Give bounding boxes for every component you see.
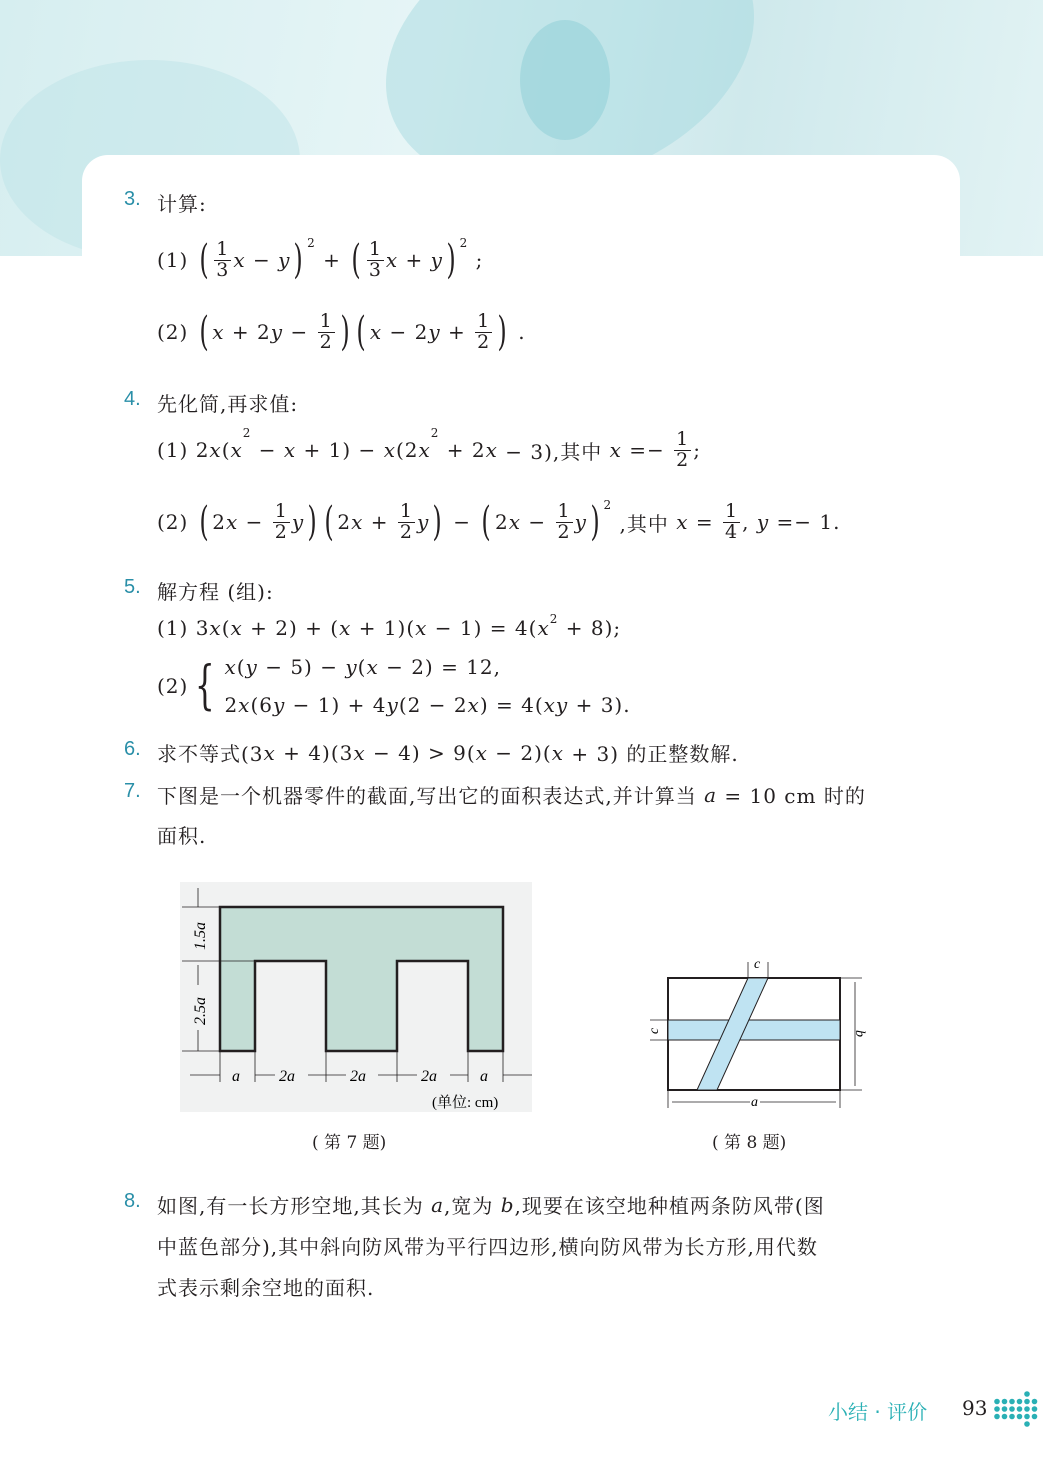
variable: x bbox=[369, 320, 383, 345]
variable: x bbox=[353, 740, 366, 765]
variable: x bbox=[226, 510, 239, 535]
text: ) = 4( bbox=[479, 693, 544, 717]
variable: x bbox=[283, 438, 297, 463]
text: (1) 2 bbox=[157, 438, 210, 463]
problem-number: 7. bbox=[124, 780, 141, 802]
text: (2) bbox=[157, 510, 196, 535]
text: =− bbox=[621, 438, 673, 463]
problem-8-cont bbox=[157, 1231, 818, 1260]
variable: y bbox=[386, 693, 399, 717]
variable: x bbox=[351, 510, 364, 535]
text: − bbox=[521, 510, 554, 535]
text: − bbox=[445, 510, 479, 535]
variable: y bbox=[291, 510, 305, 535]
text: 2 bbox=[212, 510, 227, 535]
problem-3-title bbox=[157, 188, 207, 217]
dimension-label: a bbox=[480, 1068, 488, 1085]
variable: xy bbox=[543, 693, 569, 717]
variable: x bbox=[224, 655, 237, 679]
text: + 2 bbox=[224, 320, 271, 345]
parenthesis: ( bbox=[199, 237, 209, 284]
parenthesis: ) bbox=[432, 499, 443, 546]
parenthesis: ( bbox=[481, 499, 492, 546]
variable: x bbox=[339, 616, 352, 640]
text: − 2) = 12, bbox=[378, 655, 502, 679]
brace: { bbox=[195, 656, 216, 716]
variable: y bbox=[430, 248, 443, 273]
problem-5-part-2 bbox=[157, 655, 631, 717]
exponent: 2 bbox=[242, 426, 252, 440]
variable: x bbox=[537, 616, 550, 640]
parenthesis: ) bbox=[590, 499, 601, 546]
problem-7-cont bbox=[157, 820, 206, 849]
fraction bbox=[556, 502, 573, 543]
dimension-label: 2.5a bbox=[192, 997, 209, 1025]
fraction bbox=[723, 502, 740, 543]
unit-label: (单位: cm) bbox=[432, 1095, 499, 1111]
problem-number: 8. bbox=[124, 1190, 141, 1212]
text: + 1)( bbox=[351, 616, 416, 640]
variable: a bbox=[704, 782, 718, 807]
title-text: 计算: bbox=[157, 192, 207, 216]
section-label: 小结 · 评价 bbox=[828, 1400, 928, 1424]
dimension-label: 2a bbox=[421, 1068, 437, 1085]
text: (6 bbox=[250, 693, 273, 717]
text: 如图,有一长方形空地,其长为 bbox=[157, 1194, 432, 1218]
text: = 10 cm 时的 bbox=[717, 784, 866, 808]
denominator: 2 bbox=[274, 520, 288, 543]
fraction bbox=[273, 502, 290, 543]
variable: x bbox=[418, 438, 431, 463]
problem-8-cont2 bbox=[157, 1272, 374, 1301]
text: ( bbox=[221, 616, 231, 640]
variable: y bbox=[345, 655, 358, 679]
parenthesis: ) bbox=[293, 237, 304, 284]
problem-4-part-1 bbox=[157, 426, 701, 471]
numerator: 1 bbox=[216, 238, 230, 260]
parenthesis: ) bbox=[497, 309, 508, 356]
numerator: 1 bbox=[725, 500, 739, 522]
variable: x bbox=[467, 693, 480, 717]
figure-7-caption: ( 第 7 题) bbox=[312, 1133, 387, 1153]
variable: y bbox=[278, 248, 291, 273]
exponent: 2 bbox=[307, 236, 316, 250]
parenthesis: ) bbox=[446, 237, 457, 284]
problem-4-part-2 bbox=[157, 498, 841, 546]
variable: x bbox=[212, 320, 225, 345]
numerator: 1 bbox=[368, 238, 382, 260]
fraction bbox=[398, 502, 415, 543]
text: − bbox=[245, 248, 279, 273]
text: ( bbox=[221, 438, 231, 463]
title-text: 先化简,再求值: bbox=[157, 392, 299, 416]
numerator: 1 bbox=[399, 500, 414, 522]
text: (2) bbox=[157, 320, 196, 345]
parenthesis: ( bbox=[356, 309, 367, 356]
parenthesis: ) bbox=[307, 499, 318, 546]
text: + 1) − bbox=[296, 438, 384, 463]
text: 面积. bbox=[157, 824, 207, 848]
variable: x bbox=[233, 248, 246, 273]
denominator: 2 bbox=[399, 520, 414, 543]
variable: x bbox=[551, 740, 564, 765]
text: + 3). bbox=[568, 693, 631, 717]
text: 式表示剩余空地的面积. bbox=[157, 1276, 375, 1300]
variable: x bbox=[209, 438, 222, 463]
variable: y bbox=[428, 320, 441, 345]
page-number: 93 bbox=[962, 1396, 988, 1420]
text: (1) bbox=[157, 248, 196, 273]
variable: y bbox=[574, 510, 587, 535]
problem-6-text bbox=[157, 738, 739, 767]
dimension-label: a bbox=[232, 1068, 240, 1085]
title-text: 解方程 (组): bbox=[157, 580, 274, 604]
variable: y bbox=[245, 655, 258, 679]
problem-number: 6. bbox=[124, 738, 141, 760]
variable: x bbox=[230, 616, 243, 640]
text: 下图是一个机器零件的截面,写出它的面积表达式,并计算当 bbox=[157, 784, 705, 808]
text: ( bbox=[357, 655, 367, 679]
variable: y bbox=[417, 510, 430, 535]
numerator: 1 bbox=[274, 500, 288, 522]
text: =− 1. bbox=[769, 510, 841, 535]
equation bbox=[224, 655, 630, 679]
text: + bbox=[363, 510, 396, 535]
variable: x bbox=[238, 693, 251, 717]
text: 中蓝色部分),其中斜向防风带为平行四边形,横向防风带为长方形,用代数 bbox=[157, 1235, 818, 1259]
parenthesis: ( bbox=[199, 499, 209, 546]
horizontal-band bbox=[668, 1020, 840, 1040]
problem-number: 4. bbox=[124, 388, 141, 410]
text: − 3),其中 bbox=[497, 439, 610, 464]
text: (2 bbox=[395, 438, 419, 463]
problem-4-title bbox=[157, 388, 298, 417]
parenthesis: ) bbox=[339, 309, 350, 356]
denominator: 3 bbox=[216, 258, 230, 281]
text: ,宽为 bbox=[444, 1194, 501, 1218]
variable: x bbox=[609, 438, 622, 463]
text: 求不等式(3 bbox=[157, 742, 264, 766]
part-label: (2) bbox=[157, 674, 189, 698]
figure-8 bbox=[630, 950, 880, 1120]
text: ; bbox=[468, 248, 484, 273]
exponent: 2 bbox=[459, 236, 469, 250]
dimension-label: 2a bbox=[279, 1068, 295, 1085]
variable: x bbox=[263, 740, 276, 765]
text: + 3) 的正整数解. bbox=[564, 742, 739, 766]
denominator: 4 bbox=[725, 520, 739, 543]
text: − bbox=[251, 438, 284, 463]
variable: x bbox=[475, 740, 488, 765]
figure-8-caption: ( 第 8 题) bbox=[712, 1133, 787, 1153]
fraction bbox=[318, 312, 335, 353]
variable: x bbox=[230, 438, 243, 463]
numerator: 1 bbox=[319, 310, 333, 332]
variable: y bbox=[270, 320, 284, 345]
text: + 2 bbox=[439, 438, 486, 463]
text: − 2)( bbox=[487, 740, 552, 765]
dimension-label: a bbox=[751, 1095, 758, 1110]
text: 2 bbox=[224, 693, 239, 717]
text: , bbox=[742, 510, 757, 535]
denominator: 2 bbox=[676, 448, 690, 471]
text: . bbox=[510, 320, 526, 345]
text: (1) 3 bbox=[157, 616, 210, 640]
problem-5-title bbox=[157, 576, 274, 605]
dimension-label: b bbox=[852, 1030, 867, 1037]
dimension-label: c bbox=[647, 1027, 662, 1034]
parenthesis: ( bbox=[324, 499, 335, 546]
parenthesis: ( bbox=[199, 309, 209, 356]
variable: x bbox=[385, 248, 399, 273]
text: + 4)(3 bbox=[275, 740, 354, 765]
fraction bbox=[214, 240, 231, 281]
variable: x bbox=[366, 655, 379, 679]
variable: x bbox=[508, 510, 522, 535]
denominator: 2 bbox=[319, 330, 333, 353]
text: − bbox=[283, 320, 316, 345]
text: + bbox=[440, 320, 474, 345]
variable: x bbox=[383, 438, 396, 463]
variable: a bbox=[431, 1192, 445, 1217]
dimension-label: 2a bbox=[350, 1068, 366, 1085]
fraction bbox=[367, 240, 384, 281]
denominator: 2 bbox=[557, 520, 571, 543]
dimension-label: 1.5a bbox=[192, 922, 209, 950]
numerator: 1 bbox=[477, 310, 491, 332]
text: − bbox=[238, 510, 271, 535]
variable: y bbox=[272, 693, 286, 717]
variable: b bbox=[500, 1192, 515, 1217]
variable: x bbox=[485, 438, 498, 463]
equation bbox=[224, 693, 630, 717]
variable: y bbox=[756, 510, 770, 535]
text: + 2) + ( bbox=[242, 616, 340, 640]
problem-3-part-2 bbox=[157, 309, 526, 356]
text: 2 bbox=[337, 510, 352, 535]
text: + bbox=[398, 248, 431, 273]
dimension-label: c bbox=[754, 957, 761, 972]
denominator: 2 bbox=[477, 330, 491, 353]
exponent: 2 bbox=[430, 426, 440, 440]
variable: x bbox=[676, 510, 689, 535]
text: ,其中 bbox=[612, 511, 677, 536]
variable: x bbox=[415, 616, 428, 640]
fraction bbox=[475, 312, 492, 353]
parenthesis: ( bbox=[351, 237, 362, 284]
denominator: 3 bbox=[368, 258, 382, 281]
problem-7-text bbox=[157, 780, 866, 809]
figure-7 bbox=[170, 870, 540, 1115]
text: ( bbox=[236, 655, 246, 679]
dots-decoration-icon bbox=[993, 1390, 1041, 1430]
text: − 5) − bbox=[257, 655, 346, 679]
variable: x bbox=[209, 616, 222, 640]
problem-3-part-1 bbox=[157, 236, 484, 284]
text: − 4) > 9( bbox=[365, 740, 476, 765]
problem-number: 5. bbox=[124, 576, 141, 598]
numerator: 1 bbox=[557, 500, 571, 522]
problem-5-part-1 bbox=[157, 612, 622, 640]
fraction bbox=[674, 430, 691, 471]
text: (2 − 2 bbox=[398, 693, 468, 717]
exponent: 2 bbox=[603, 498, 613, 512]
text: ,现要在该空地种植两条防风带(图 bbox=[514, 1194, 825, 1218]
numerator: 1 bbox=[676, 428, 690, 450]
text: − 1) = 4( bbox=[427, 616, 538, 640]
text: 2 bbox=[495, 510, 509, 535]
text: = bbox=[688, 510, 722, 535]
text: ; bbox=[693, 438, 701, 463]
problem-number: 3. bbox=[124, 188, 141, 210]
problem-8-text bbox=[157, 1190, 825, 1219]
text: + bbox=[315, 248, 349, 273]
exponent: 2 bbox=[549, 612, 559, 626]
text: − 2 bbox=[382, 320, 429, 345]
text: + 8); bbox=[558, 616, 622, 640]
text: − 1) + 4 bbox=[285, 693, 387, 717]
